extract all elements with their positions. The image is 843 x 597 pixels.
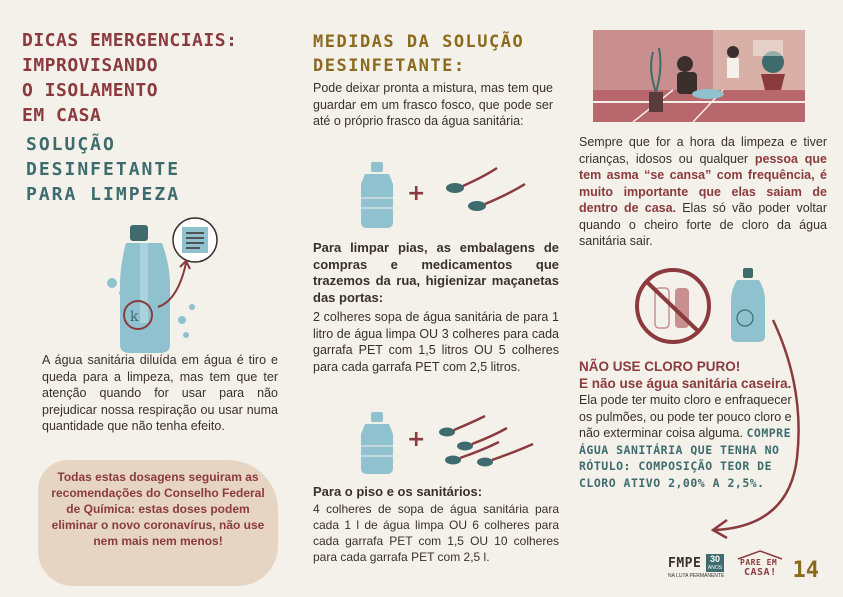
- warning-body: Ela pode ter muito cloro e enfraquecer os pulmões, ou pode ter pouco cloro e não exterminar coisa alguma.: [579, 393, 792, 440]
- dosage-illustration-1: [357, 160, 537, 230]
- page-number: 14: [792, 558, 819, 583]
- section2-body: 4 colheres de sopa de água sanitária para cada 1 l de água limpa OU 6 colheres para cada garrafa PET com 1,5 OU 10 colheres para cada garrafa PET com 2,5 l.: [313, 502, 559, 564]
- warning-block: [579, 359, 801, 491]
- warning-heading: NÃO USE CLORO PURO!: [579, 359, 741, 374]
- title-line: DESINFETANTE:: [313, 56, 466, 76]
- title-line: O ISOLAMENTO: [22, 80, 159, 101]
- safety-text-emphasis: pessoa que tem asma “se cansa” com frequência, é muito importante que elas saiam de dentro de casa.: [579, 151, 827, 215]
- title-line: IMPROVISANDO: [22, 55, 159, 76]
- mixture-intro: Pode deixar pronta a mistura, mas tem que guardar em um frasco fosco, que pode ser até o próprio frasco da água sanitária:: [313, 81, 553, 128]
- title-line: MEDIDAS DA SOLUÇÃO: [313, 32, 525, 52]
- svg-text:k: k: [130, 309, 139, 325]
- safety-text-tail: Elas só vão poder voltar quando o cheiro forte de cloro da água sanitária sair.: [579, 201, 828, 248]
- title-line: EM CASA: [22, 105, 102, 126]
- cleaning-scene-illustration: [593, 30, 805, 122]
- page-title: [22, 28, 282, 128]
- warning-bold: E não use água sanitária caseira.: [579, 375, 792, 391]
- fmpe-logo-tagline: NA LUTA PERMANENTE: [668, 573, 725, 579]
- recommendation-callout: Todas estas dosagens seguiram as recomendações do Conselho Federal de Química: estas doses podem eliminar o novo coronavírus, não use nem mais nem menos!: [51, 470, 265, 548]
- fmpe-logo: [668, 556, 724, 582]
- section1-heading: Para limpar pias, as embalagens de compras e medicamentos que trazemos da rua, higienizar maçanetas das portas:: [313, 240, 559, 305]
- dosage-illustration-2: [357, 410, 547, 474]
- warning-buy-instruction: COMPRE ÁGUA SANITÁRIA QUE TENHA NO RÓTULO: COMPOSIÇÃO TEOR DE CLORO ATIVO 2,00% A 2,5%.: [579, 426, 792, 490]
- section-title: [313, 30, 573, 78]
- fmpe-badge-sub: ANOS: [707, 565, 723, 571]
- svg-text:+: +: [407, 427, 426, 452]
- subtitle-line: DESINFETANTE: [26, 159, 181, 180]
- subtitle-line: SOLUÇÃO: [26, 134, 116, 155]
- subtitle-line: PARA LIMPEZA: [26, 184, 181, 205]
- section1-body: 2 colheres sopa de água sanitária de para 1 litro de água limpa OU 3 colheres para cada garrafa PET com 1,5 litros OU 5 colheres para cada garrafa PET com 2,5 litros.: [313, 310, 559, 374]
- pare-em-casa-logo: [734, 550, 786, 580]
- safety-text-plain: Sempre que for a hora da limpeza e tiver crianças, idosos ou qualquer: [579, 135, 827, 166]
- pare-em-casa-line2: CASA!: [744, 567, 777, 578]
- fmpe-logo-text: FMPE: [668, 556, 702, 571]
- pare-em-casa-line1: PARE EM: [740, 558, 778, 567]
- intro-paragraph: A água sanitária diluída em água é tiro e queda para a limpeza, mas tem que ter atenção quando for usar para não prejudicar nossa respiração ou usar numa quantidade que não tenha efeito.: [42, 353, 278, 433]
- safety-paragraph: [579, 134, 827, 250]
- fmpe-badge-number: 30: [709, 554, 720, 564]
- section2-heading: Para o piso e os sanitários:: [313, 484, 483, 499]
- title-line: DICAS EMERGENCIAIS:: [22, 30, 238, 51]
- page-subtitle: [26, 132, 286, 207]
- bleach-bottle-illustration: [100, 215, 230, 355]
- svg-text:+: +: [407, 181, 426, 206]
- fmpe-anniversary-badge: [706, 554, 724, 572]
